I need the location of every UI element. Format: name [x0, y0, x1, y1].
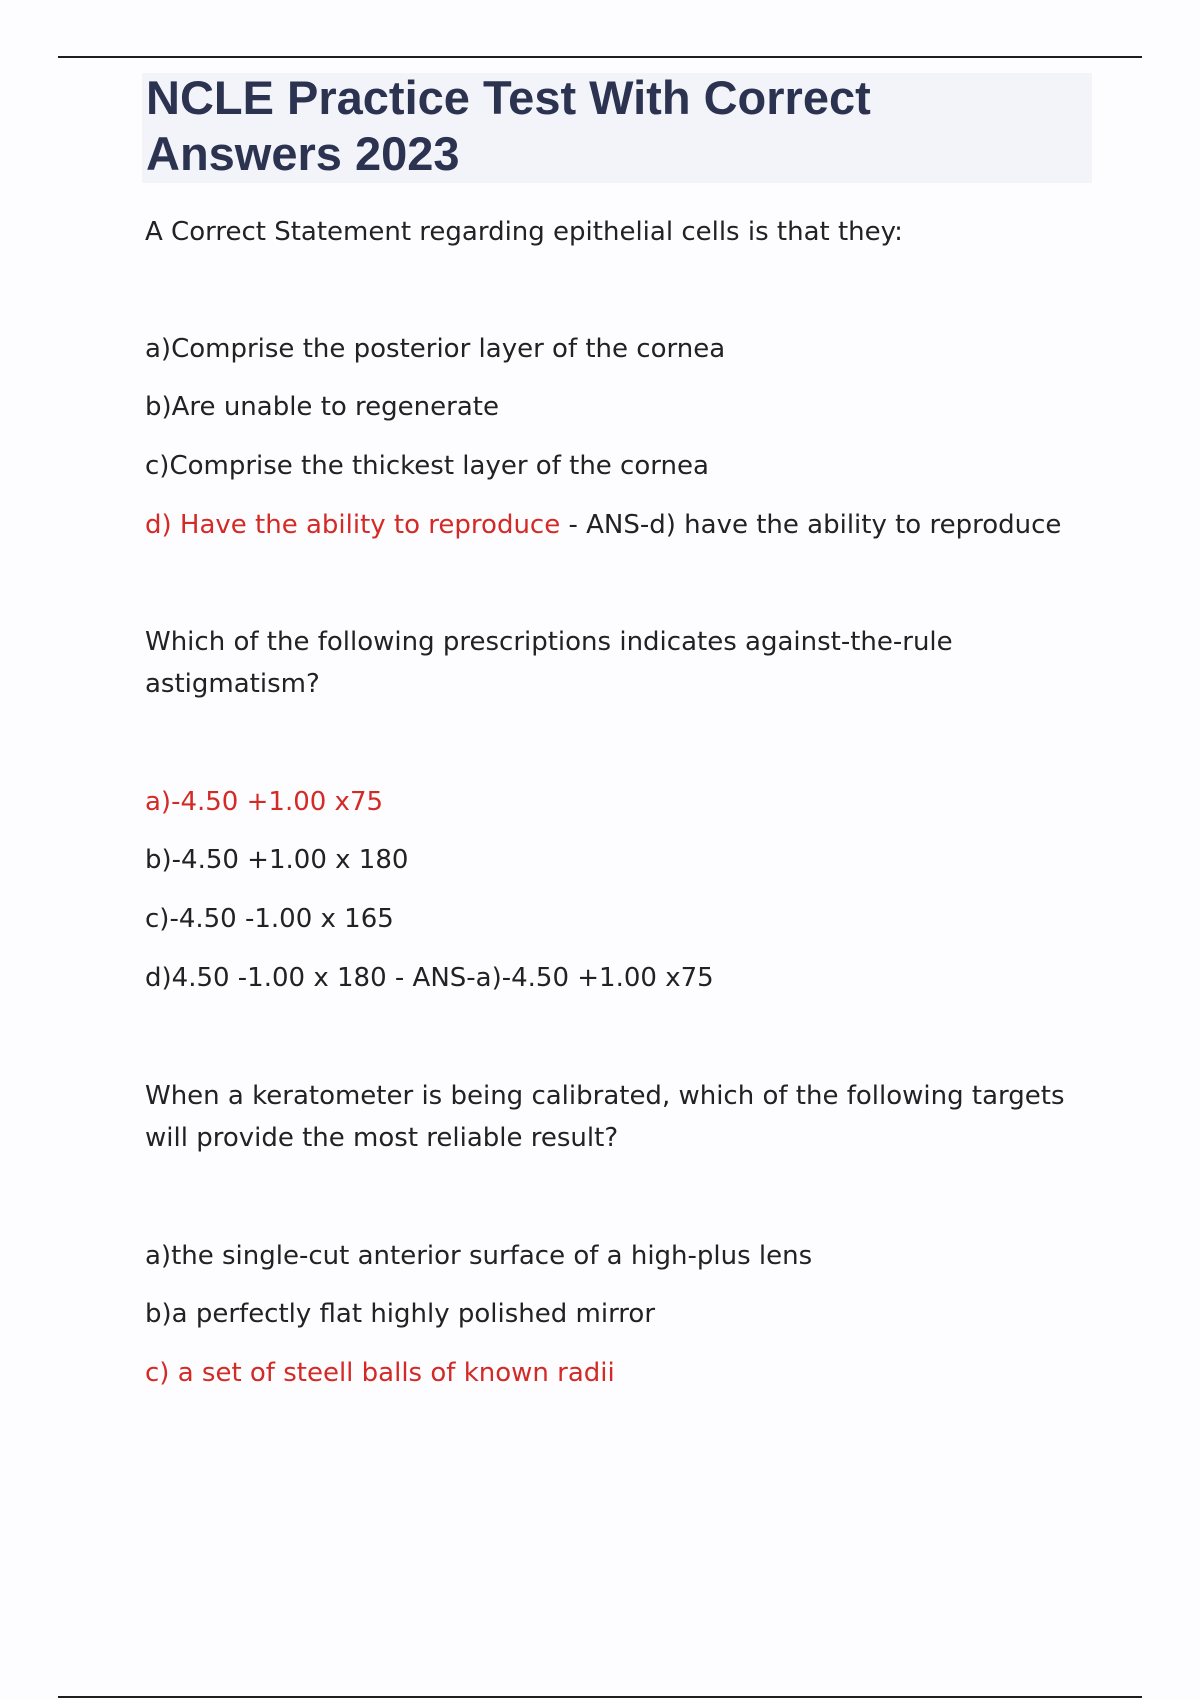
question-1-correct-option: d) Have the ability to reproduce — [145, 510, 561, 540]
question-1-option-c: c)Comprise the thickest layer of the cornea — [145, 451, 709, 481]
question-3-option-b: b)a perfectly flat highly polished mirror — [145, 1299, 656, 1329]
question-2-option-b: b)-4.50 +1.00 x 180 — [145, 845, 409, 875]
question-1-answer-key: - ANS-d) have the ability to reproduce — [560, 510, 1062, 540]
document-title — [146, 70, 1076, 182]
question-2-prompt-line-2: astigmatism? — [145, 669, 320, 699]
question-2-option-d: d)4.50 -1.00 x 180 - ANS-a)-4.50 +1.00 x75 — [145, 963, 714, 993]
bottom-divider — [58, 1696, 1142, 1698]
question-3-option-a: a)the single-cut anterior surface of a high-plus lens — [145, 1241, 813, 1271]
question-1-prompt: A Correct Statement regarding epithelial cells is that they: — [145, 217, 903, 247]
question-1-option-a: a)Comprise the posterior layer of the cornea — [145, 334, 726, 364]
question-3-prompt-line-1: When a keratometer is being calibrated, which of the following targets — [145, 1081, 1065, 1111]
question-2-option-a-correct: a)-4.50 +1.00 x75 — [145, 787, 384, 817]
question-3-prompt-line-2: will provide the most reliable result? — [145, 1123, 619, 1153]
question-1-option-d — [145, 504, 1095, 546]
top-divider — [58, 56, 1142, 58]
title-line-2: Answers 2023 — [146, 127, 460, 180]
question-2-prompt-line-1: Which of the following prescriptions indicates against-the-rule — [145, 627, 953, 657]
question-3-option-c-correct: c) a set of steell balls of known radii — [145, 1358, 615, 1388]
question-1-option-b: b)Are unable to regenerate — [145, 392, 499, 422]
title-line-1: NCLE Practice Test With Correct — [146, 71, 871, 124]
question-2-option-c: c)-4.50 -1.00 x 165 — [145, 904, 394, 934]
